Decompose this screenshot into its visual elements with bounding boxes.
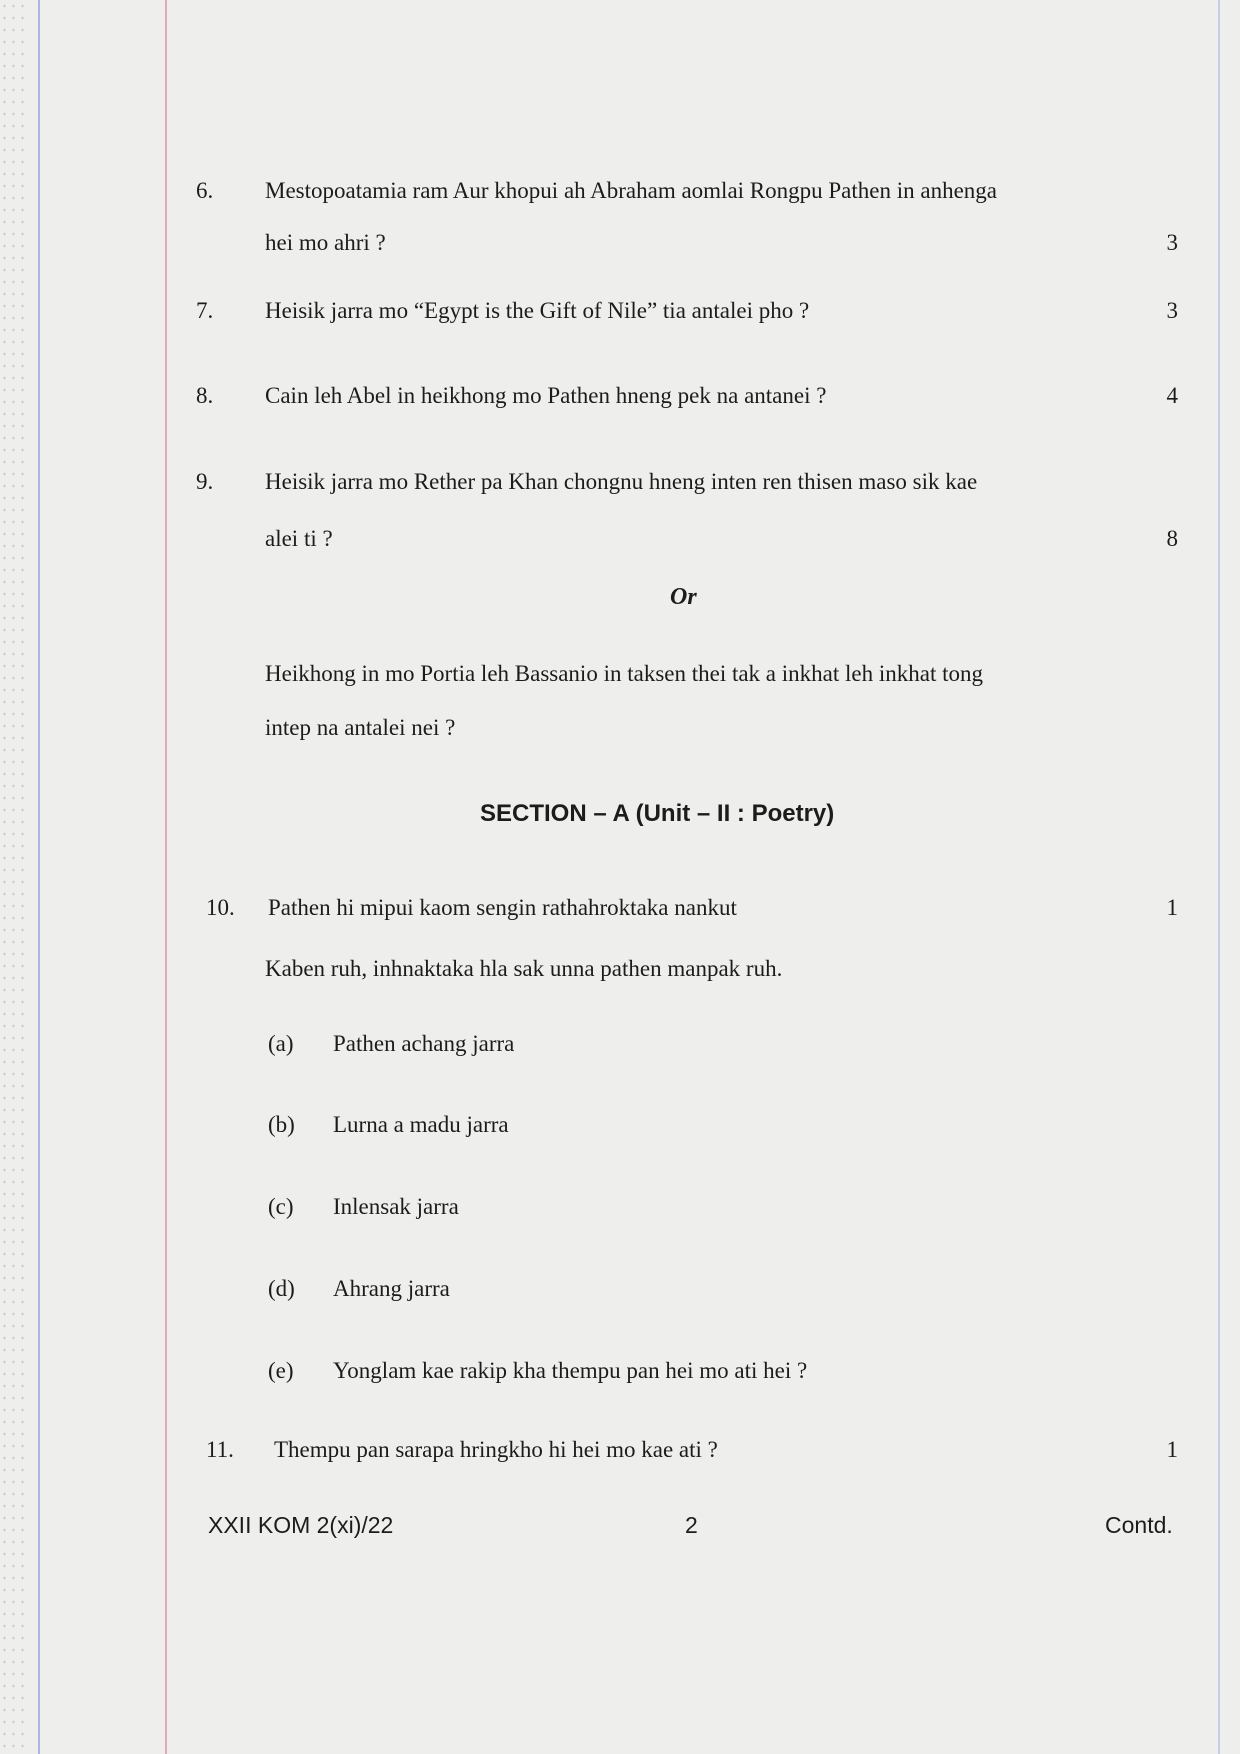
question-marks: 1 — [1166, 1437, 1178, 1462]
question-number: 9. — [196, 469, 214, 494]
option-label: (c) — [268, 1194, 294, 1219]
question-text: Heisik jarra mo Rether pa Khan chongnu hneng inten ren thisen maso sik kae — [265, 469, 978, 494]
paper-code: XXII KOM 2(xi)/22 — [208, 1512, 394, 1538]
question-text: Heisik jarra mo “Egypt is the Gift of Nile” tia antalei pho ? — [265, 298, 810, 323]
question-number: 8. — [196, 383, 214, 408]
option-text: Yonglam kae rakip kha thempu pan hei mo ati hei ? — [333, 1358, 808, 1383]
question-text: alei ti ? — [265, 526, 333, 551]
option-label: (b) — [268, 1112, 295, 1137]
option-label: (d) — [268, 1276, 295, 1301]
question-text: Thempu pan sarapa hringkho hi hei mo kae ati ? — [274, 1437, 718, 1462]
question-marks: 8 — [1166, 526, 1178, 551]
question-number: 6. — [196, 178, 214, 203]
option-text: Pathen achang jarra — [333, 1031, 515, 1056]
page-number: 2 — [685, 1512, 698, 1538]
or-label: Or — [670, 584, 697, 610]
option-text: Lurna a madu jarra — [333, 1112, 509, 1137]
question-marks: 1 — [1166, 895, 1178, 920]
question-number: 7. — [196, 298, 214, 323]
option-label: (a) — [268, 1031, 294, 1056]
question-marks: 4 — [1166, 383, 1178, 408]
question-text: Cain leh Abel in heikhong mo Pathen hneng pek na antanei ? — [265, 383, 827, 408]
section-title: SECTION – A (Unit – II : Poetry) — [480, 800, 835, 827]
contd-label: Contd. — [1105, 1512, 1173, 1538]
alternative-question-text: intep na antalei nei ? — [265, 715, 456, 740]
option-label: (e) — [268, 1358, 294, 1383]
margin-line-blue — [38, 0, 40, 1754]
option-text: Inlensak jarra — [333, 1194, 459, 1219]
option-text: Ahrang jarra — [333, 1276, 450, 1301]
alternative-question-text: Heikhong in mo Portia leh Bassanio in taksen thei tak a inkhat leh inkhat tong — [265, 661, 983, 686]
question-text: Mestopoatamia ram Aur khopui ah Abraham aomlai Rongpu Pathen in anhenga — [265, 178, 998, 203]
question-text: hei mo ahri ? — [265, 230, 386, 255]
question-text: Pathen hi mipui kaom sengin rathahroktaka nankut — [268, 895, 737, 920]
question-text: Kaben ruh, inhnaktaka hla sak unna pathen manpak ruh. — [265, 956, 783, 981]
margin-line-red — [165, 0, 167, 1754]
question-marks: 3 — [1166, 298, 1178, 323]
question-number: 10. — [206, 895, 235, 920]
question-number: 11. — [206, 1437, 234, 1462]
margin-line-right — [1218, 0, 1220, 1754]
question-marks: 3 — [1166, 230, 1178, 255]
perforation-dots — [0, 0, 30, 1754]
